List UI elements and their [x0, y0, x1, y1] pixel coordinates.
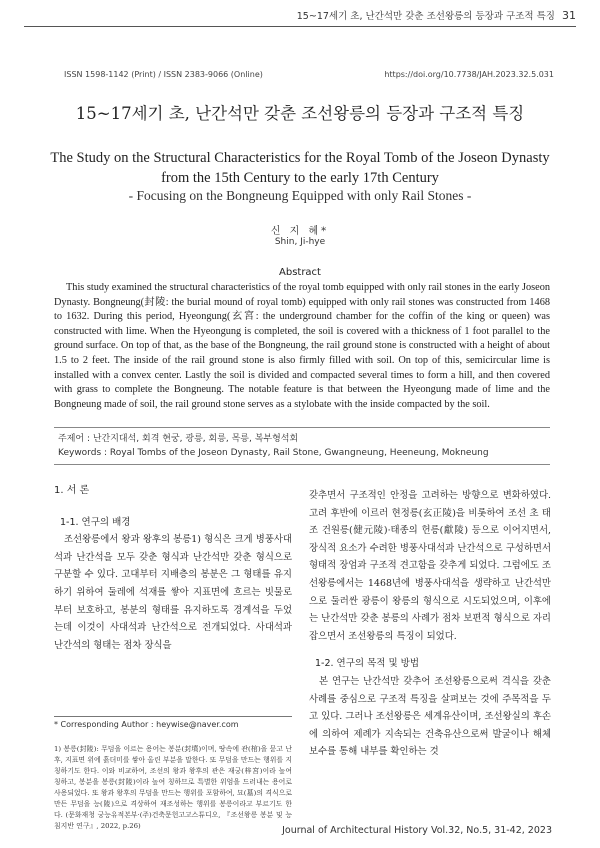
keywords-korean: 주제어 : 난간지대석, 회격 현궁, 광릉, 회릉, 목릉, 복부형석회 — [58, 434, 299, 444]
subsection-title-purpose: 1-2. 연구의 목적 및 방법 — [315, 658, 420, 670]
section-title-introduction: 1. 서 론 — [54, 485, 90, 496]
paragraph-background: 조선왕릉에서 왕과 왕후의 봉릉1) 형식은 크게 병풍사대석과 난간석을 모두 갖춘 형식과 난간석만 갖춘 형식으로 구분할 수 있다. 고대부터 지배층의 봉분은 그 형태를 유지하기 위하여 둘레에 석재를 쌓아 지표면에 흐르는 빗물로부터 보호하고, 봉분의 형태를 유지하도록 경계석을 두었는데 이것이 사대석과 난간석으로 전개되었다. 사대석과 난간석의 형태는 점차 장식을 — [54, 534, 292, 651]
subtitle-english: - Focusing on the Bongneung Equipped with only Rail Stones - — [128, 188, 472, 203]
paragraph-continued: 갖추면서 구조적인 안정을 고려하는 방향으로 변화하였다. 고려 후반에 이르러 현정릉(玄正陵)을 비롯하여 조선 초 태조 건원릉(健元陵)·태종의 헌릉(獻陵) 등으로 이어지면서, 장식적 요소가 수려한 병풍사대석과 난간석으로 구성하면서 형태적 장엄과 구조적 견고함을 갖추게 되었다. 그럼에도 조선왕릉에서는 1468년에 병풍사대석을 생략하고 난간석만으로 둘러싼 광릉이 왕릉의 형식으로 시도되었으며, 이후에는 난간석만 갖춘 봉릉의 사례가 점차 보편적 형식으로 자리 잡으면서 조선왕릉의 특징이 되었다. — [309, 490, 551, 642]
abstract-text: This study examined the structural characteristics of the royal tomb equipped with only rail stones in the early Joseon Dynasty. Bongneung(封陵: the burial mound of royal tomb) equipped with only rail stones was constructed from 1468 to 1632. During this period, Hyeongung(玄宮: the underground chamber for the coffin of the king or queen) was constructed with lime. When the Hyeongung is completed, the soil is covered with a thickness of 1 foot parallel to the ground surface. On top of that, as the base of the Bongneung, the rail ground stone is constructed with a height of about 1.5 to 2 feet. The inside of the rail ground stone is also firmly filled with soil. On top of this, semicircular lime is installed with a convex center. Lastly the soil is divided and compacted several times to form a hill, and then covered with grass to complete the Bongneung. The notable feature is that between the Hyeongung made of lime and the Bongneung made of soil, the rail ground stone serves as a stylobate with the inside compacted by the soil. — [54, 282, 550, 410]
body-column-left — [54, 482, 292, 654]
author-name-korean: 신 지 혜* — [270, 226, 330, 237]
body-column-right — [309, 487, 551, 761]
footnote-1: 1) 봉릉(封陵): 무덤을 이르는 용어는 봉분(封墳)이며, 땅속에 관(棺)을 묻고 난 후, 지표면 위에 흙더미를 쌓아 올린 부분을 말한다. 또 무덤을 만드는 행위를 지칭하기도 한다. 이와 비교하여, 조선의 왕과 왕후의 관은 재궁(梓宮)이라 높여 칭하고, 봉분을 봉릉(封陵)이라 높여 칭하므로 특별한 위엄을 드러내는 용어로 사용되었다. 또 왕과 왕후의 무덤을 만드는 행위를 포함하여, 묘(墓)의 격식으로 만든 무덤을 능(陵)으로 격상하여 재조성하는 행위를 봉릉이라고 부르기도 한다. (문화재청 궁능유적본부·(주)건축문헌고고스튜디오, 『조선왕릉 봉분 및 능침지반 연구』, 2022, p.26) — [54, 745, 292, 830]
running-title: 15~17세기 초, 난간석만 갖춘 조선왕릉의 등장과 구조적 특징 — [296, 11, 555, 22]
keywords-rule-top — [54, 427, 550, 428]
running-header — [297, 8, 576, 22]
journal-citation: Journal of Architectural History Vol.32, No.5, 31-42, 2023 — [282, 825, 552, 836]
doi-link[interactable]: https://doi.org/10.7738/JAH.2023.32.5.031 — [384, 70, 554, 79]
paragraph-purpose: 본 연구는 난간석만 갖추어 조선왕릉으로써 격식을 갖춘 사례를 중심으로 구조적 특징을 살펴보는 것에 주목적을 두고 있다. 그러나 조선왕릉은 세계유산이며, 조선왕실의 후손에 의하여 제례가 지속되는 건축유산으로써 발굴이나 해체보수를 통해 내부를 확인하는 것 — [309, 675, 551, 758]
page-number: 31 — [562, 9, 576, 22]
keywords-rule-bottom — [54, 464, 550, 465]
subsection-title-background: 1-1. 연구의 배경 — [60, 516, 131, 528]
title-english: The Study on the Structural Characteristics for the Royal Tomb of the Joseon Dynasty from the 15th Century to the early 17th Century — [50, 150, 550, 186]
author-name-english: Shin, Ji-hye — [274, 237, 326, 247]
title-korean: 15~17세기 초, 난간석만 갖춘 조선왕릉의 등장과 구조적 특징 — [75, 104, 525, 123]
corresponding-author: * Corresponding Author : heywise@naver.com — [54, 720, 239, 729]
abstract-heading: Abstract — [279, 267, 321, 278]
footnote-rule — [54, 716, 292, 717]
keywords-english: Keywords : Royal Tombs of the Joseon Dynasty, Rail Stone, Gwangneung, Heeneung, Mokneung — [58, 448, 489, 458]
header-rule — [24, 26, 576, 27]
issn: ISSN 1598-1142 (Print) / ISSN 2383-9066 (Online) — [64, 70, 263, 79]
